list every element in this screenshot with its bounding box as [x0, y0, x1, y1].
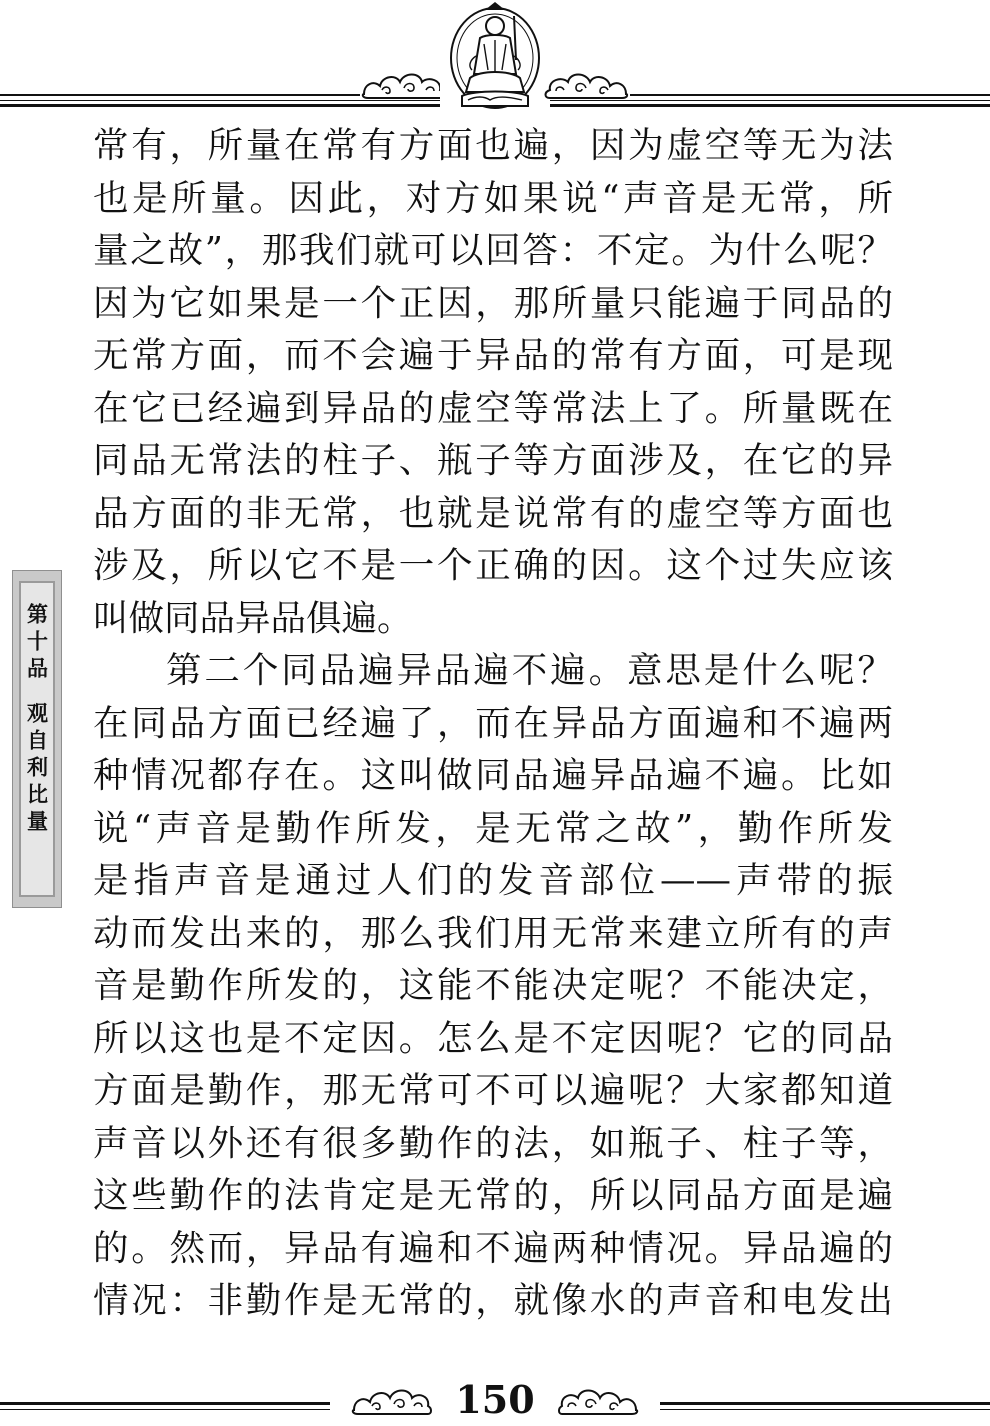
- text-line: 声音以外还有很多勤作的法，如瓶子、柱子等，: [93, 1122, 893, 1164]
- footer-rule: [660, 1409, 990, 1410]
- chapter-side-tab: [12, 570, 62, 908]
- cloud-ornament-icon: [350, 1384, 434, 1416]
- page-number: 150: [455, 1377, 535, 1422]
- text-line: 这些勤作的法肯定是无常的，所以同品方面是遍: [93, 1175, 893, 1216]
- text-line: 情况：非勤作是无常的，就像水的声音和电发出: [93, 1280, 893, 1321]
- text-line: 说“声音是勤作所发，是无常之故”，勤作所发: [93, 807, 893, 849]
- text-line: 的。然而，异品有遍和不遍两种情况。异品遍的: [93, 1227, 893, 1269]
- cloud-ornament-icon: [360, 66, 450, 100]
- footer-rule: [0, 1409, 330, 1410]
- body-text: [93, 120, 893, 1328]
- text-line: 在同品方面已经遍了，而在异品方面遍和不遍两: [93, 702, 893, 744]
- text-line: 也是所量。因此，对方如果说“声音是无常，所: [93, 177, 893, 219]
- text-line: 品方面的非无常，也就是说常有的虚空等方面也: [93, 492, 893, 534]
- chapter-side-label: [24, 603, 50, 837]
- text-line: 同品无常法的柱子、瓶子等方面涉及，在它的异: [93, 440, 893, 481]
- text-line: 音是勤作所发的，这能不能决定呢？不能决定，: [93, 965, 893, 1006]
- text-line: 动而发出来的，那么我们用无常来建立所有的声: [93, 912, 893, 954]
- text-line: 涉及，所以它不是一个正确的因。这个过失应该: [93, 545, 893, 586]
- text-line: 第二个同品遍异品遍不遍。意思是什么呢？: [166, 650, 893, 691]
- text-line: 因为它如果是一个正因，那所量只能遍于同品的: [93, 282, 893, 324]
- paragraph-2: [93, 645, 893, 1328]
- footer-rule: [0, 1402, 330, 1405]
- cloud-ornament-icon: [556, 1384, 640, 1416]
- text-line: 无常方面，而不会遍于异品的常有方面，可是现: [93, 335, 893, 376]
- chapter-side-tab-inner: [19, 581, 55, 897]
- text-line: 是指声音是通过人们的发音部位——声带的振: [93, 860, 893, 901]
- paragraph-1: [93, 120, 893, 645]
- text-line: 叫做同品异品俱遍。: [93, 597, 413, 639]
- text-line: 种情况都存在。这叫做同品遍异品遍不遍。比如: [93, 755, 893, 796]
- text-line: 方面是勤作，那无常可不可以遍呢？大家都知道: [93, 1070, 893, 1111]
- footer-rule: [660, 1402, 990, 1405]
- deity-figure-icon: [440, 0, 550, 112]
- text-line: 量之故”，那我们就可以回答：不定。为什么呢？: [93, 230, 893, 271]
- text-line: 在它已经遍到异品的虚空等常法上了。所量既在: [93, 387, 893, 429]
- text-line: 常有，所量在常有方面也遍，因为虚空等无为法: [93, 125, 893, 166]
- chapter-number: 第十品: [24, 603, 50, 684]
- cloud-ornament-icon: [540, 66, 630, 100]
- text-line: 所以这也是不定因。怎么是不定因呢？它的同品: [93, 1017, 893, 1059]
- chapter-title: 观自利比量: [24, 702, 50, 837]
